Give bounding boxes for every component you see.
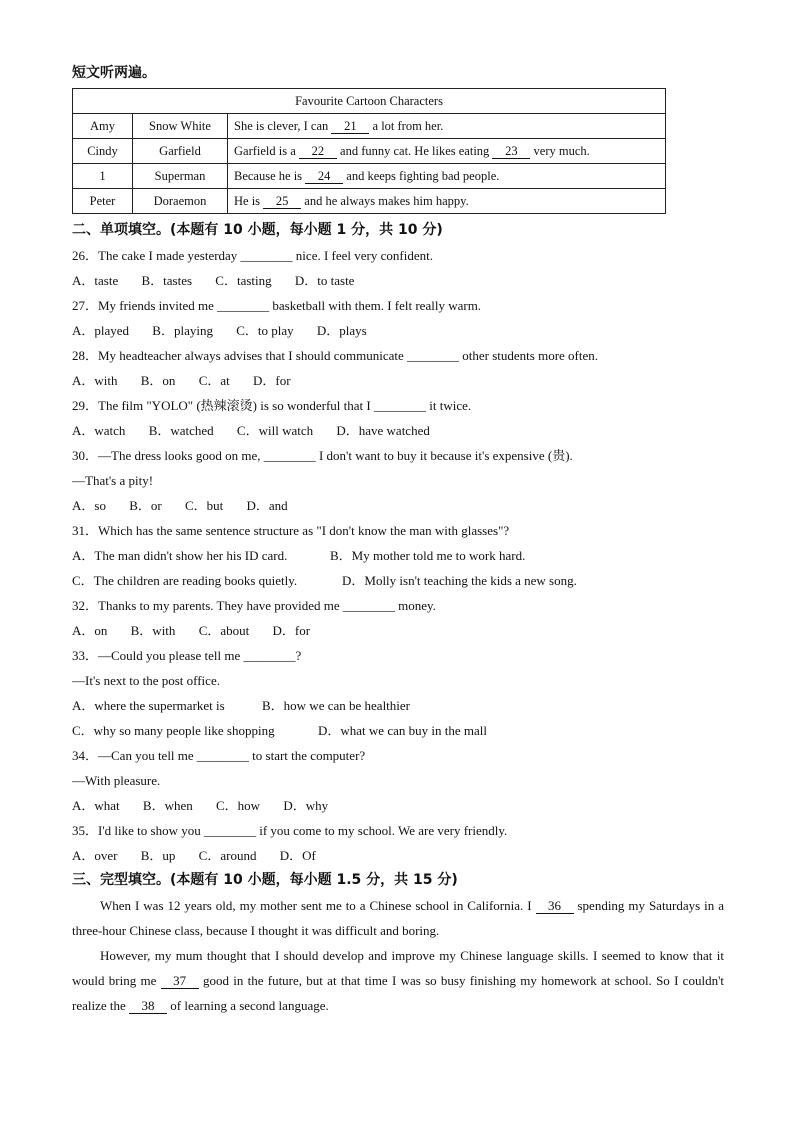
section-3-title: 三、完型填空。(本题有 10 小题，每小题 1.5 分，共 15 分) bbox=[72, 872, 458, 888]
option-c: C．tasting bbox=[215, 273, 272, 288]
question-30-reply: —That's a pity! bbox=[72, 473, 154, 488]
option-c: C．at bbox=[198, 373, 230, 388]
description-cell bbox=[228, 139, 666, 164]
option-b: B．with bbox=[130, 623, 176, 638]
option-d: D．what we can buy in the mall bbox=[318, 723, 487, 738]
passage-text: good in the future, but at that time I was so busy finishing my homework at school. So I couldn't realize the bbox=[72, 973, 725, 1013]
name-cell: 1 bbox=[73, 164, 133, 189]
option-b: B．how we can be healthier bbox=[262, 698, 411, 713]
option-c: C．about bbox=[198, 623, 250, 638]
options-33-ab bbox=[72, 693, 724, 718]
option-b: B．when bbox=[142, 798, 193, 813]
question-31: 31．Which has the same sentence structure as "I don't know the man with glasses"? bbox=[72, 523, 510, 538]
passage-text: of learning a second language. bbox=[170, 998, 329, 1013]
option-a: A．played bbox=[72, 323, 130, 338]
option-b: B．playing bbox=[152, 323, 213, 338]
option-d: D．plays bbox=[316, 323, 367, 338]
exam-page bbox=[72, 62, 724, 1018]
options-33-cd bbox=[72, 718, 724, 743]
passage-paragraph-2 bbox=[72, 943, 724, 1018]
option-b: B．or bbox=[129, 498, 162, 513]
option-a: A．The man didn't show her his ID card. bbox=[72, 548, 288, 563]
section-2-title: 二、单项填空。(本题有 10 小题，每小题 1 分，共 10 分) bbox=[72, 222, 443, 238]
options-34 bbox=[72, 793, 724, 818]
character-cell: Doraemon bbox=[133, 189, 228, 214]
description-text: very much. bbox=[533, 143, 590, 158]
option-d: D．for bbox=[253, 373, 291, 388]
question-30: 30．—The dress looks good on me, ________ I don't want to buy it because it's expensive (贵). bbox=[72, 448, 573, 463]
options-31-cd bbox=[72, 568, 724, 593]
option-a: A．where the supermarket is bbox=[72, 698, 225, 713]
option-d: D．Of bbox=[279, 848, 316, 863]
option-a: A．watch bbox=[72, 423, 126, 438]
option-d: D．Molly isn't teaching the kids a new song. bbox=[342, 573, 577, 588]
description-text: He is bbox=[234, 193, 261, 208]
passage-text: When I was 12 years old, my mother sent me to a Chinese school in California. I bbox=[100, 898, 532, 913]
option-d: D．to taste bbox=[294, 273, 355, 288]
table-row bbox=[73, 164, 666, 189]
question-34: 34．—Can you tell me ________ to start the computer? bbox=[72, 748, 366, 763]
question-33: 33．—Could you please tell me ________? bbox=[72, 648, 302, 663]
options-30 bbox=[72, 493, 724, 518]
options-26 bbox=[72, 268, 724, 293]
name-cell: Peter bbox=[73, 189, 133, 214]
blank-23: 23 bbox=[492, 145, 530, 159]
description-text: Garfield is a bbox=[234, 143, 296, 158]
option-b: B．on bbox=[140, 373, 176, 388]
description-text: and funny cat. He likes eating bbox=[340, 143, 490, 158]
description-cell bbox=[228, 164, 666, 189]
option-c: C．why so many people like shopping bbox=[72, 723, 275, 738]
listening-instruction: 短文听两遍。 bbox=[72, 65, 156, 81]
description-text: a lot from her. bbox=[372, 118, 444, 133]
blank-21: 21 bbox=[331, 120, 369, 134]
blank-24: 24 bbox=[305, 170, 343, 184]
option-c: C．around bbox=[198, 848, 257, 863]
passage-text: spending my Saturdays in a three-hour Chinese class, because I thought it was difficult and boring. bbox=[72, 898, 725, 938]
options-31-ab bbox=[72, 543, 724, 568]
option-a: A．what bbox=[72, 798, 120, 813]
passage-paragraph-1 bbox=[72, 893, 724, 943]
options-27 bbox=[72, 318, 724, 343]
description-text: and keeps fighting bad people. bbox=[346, 168, 500, 183]
option-a: A．so bbox=[72, 498, 106, 513]
description-text: She is clever, I can bbox=[234, 118, 329, 133]
blank-25: 25 bbox=[263, 195, 301, 209]
table-row bbox=[73, 189, 666, 214]
question-26: 26．The cake I made yesterday ________ nice. I feel very confident. bbox=[72, 248, 433, 263]
question-33-reply: —It's next to the post office. bbox=[72, 673, 220, 688]
description-text: and he always makes him happy. bbox=[304, 193, 469, 208]
question-27: 27．My friends invited me ________ basketball with them. I felt really warm. bbox=[72, 298, 482, 313]
option-b: B．tastes bbox=[141, 273, 193, 288]
option-c: C．but bbox=[184, 498, 224, 513]
option-b: B．watched bbox=[148, 423, 214, 438]
option-a: A．over bbox=[72, 848, 118, 863]
option-d: D．have watched bbox=[336, 423, 430, 438]
table-row bbox=[73, 139, 666, 164]
option-c: C．The children are reading books quietly. bbox=[72, 573, 298, 588]
option-a: A．taste bbox=[72, 273, 119, 288]
option-a: A．with bbox=[72, 373, 118, 388]
option-c: C．how bbox=[216, 798, 261, 813]
option-b: B．My mother told me to work hard. bbox=[330, 548, 526, 563]
options-29 bbox=[72, 418, 724, 443]
question-29: 29．The film "YOLO" (热辣滚烫) is so wonderful that I ________ it twice. bbox=[72, 398, 472, 413]
name-cell: Cindy bbox=[73, 139, 133, 164]
question-34-reply: —With pleasure. bbox=[72, 773, 161, 788]
description-text: Because he is bbox=[234, 168, 303, 183]
blank-36: 36 bbox=[536, 899, 574, 914]
character-cell: Garfield bbox=[133, 139, 228, 164]
character-cell: Snow White bbox=[133, 114, 228, 139]
character-cell: Superman bbox=[133, 164, 228, 189]
option-d: D．why bbox=[283, 798, 329, 813]
blank-37: 37 bbox=[161, 974, 199, 989]
table-caption: Favourite Cartoon Characters bbox=[73, 89, 666, 114]
option-c: C．to play bbox=[236, 323, 294, 338]
description-cell bbox=[228, 114, 666, 139]
table-row bbox=[73, 114, 666, 139]
option-a: A．on bbox=[72, 623, 108, 638]
description-cell bbox=[228, 189, 666, 214]
question-35: 35．I'd like to show you ________ if you come to my school. We are very friendly. bbox=[72, 823, 508, 838]
blank-22: 22 bbox=[299, 145, 337, 159]
passage-text: However, my mum thought that I should develop and improve my Chinese language skills. I seemed to know that it would bring me bbox=[72, 948, 724, 988]
option-c: C．will watch bbox=[236, 423, 314, 438]
options-35 bbox=[72, 843, 724, 868]
option-d: D．and bbox=[246, 498, 288, 513]
option-b: B．up bbox=[140, 848, 176, 863]
question-28: 28．My headteacher always advises that I should communicate ________ other students more often. bbox=[72, 348, 599, 363]
name-cell: Amy bbox=[73, 114, 133, 139]
options-32 bbox=[72, 618, 724, 643]
cartoon-table bbox=[72, 88, 666, 214]
blank-38: 38 bbox=[129, 999, 167, 1014]
option-d: D．for bbox=[272, 623, 311, 638]
question-32: 32．Thanks to my parents. They have provided me ________ money. bbox=[72, 598, 436, 613]
options-28 bbox=[72, 368, 724, 393]
